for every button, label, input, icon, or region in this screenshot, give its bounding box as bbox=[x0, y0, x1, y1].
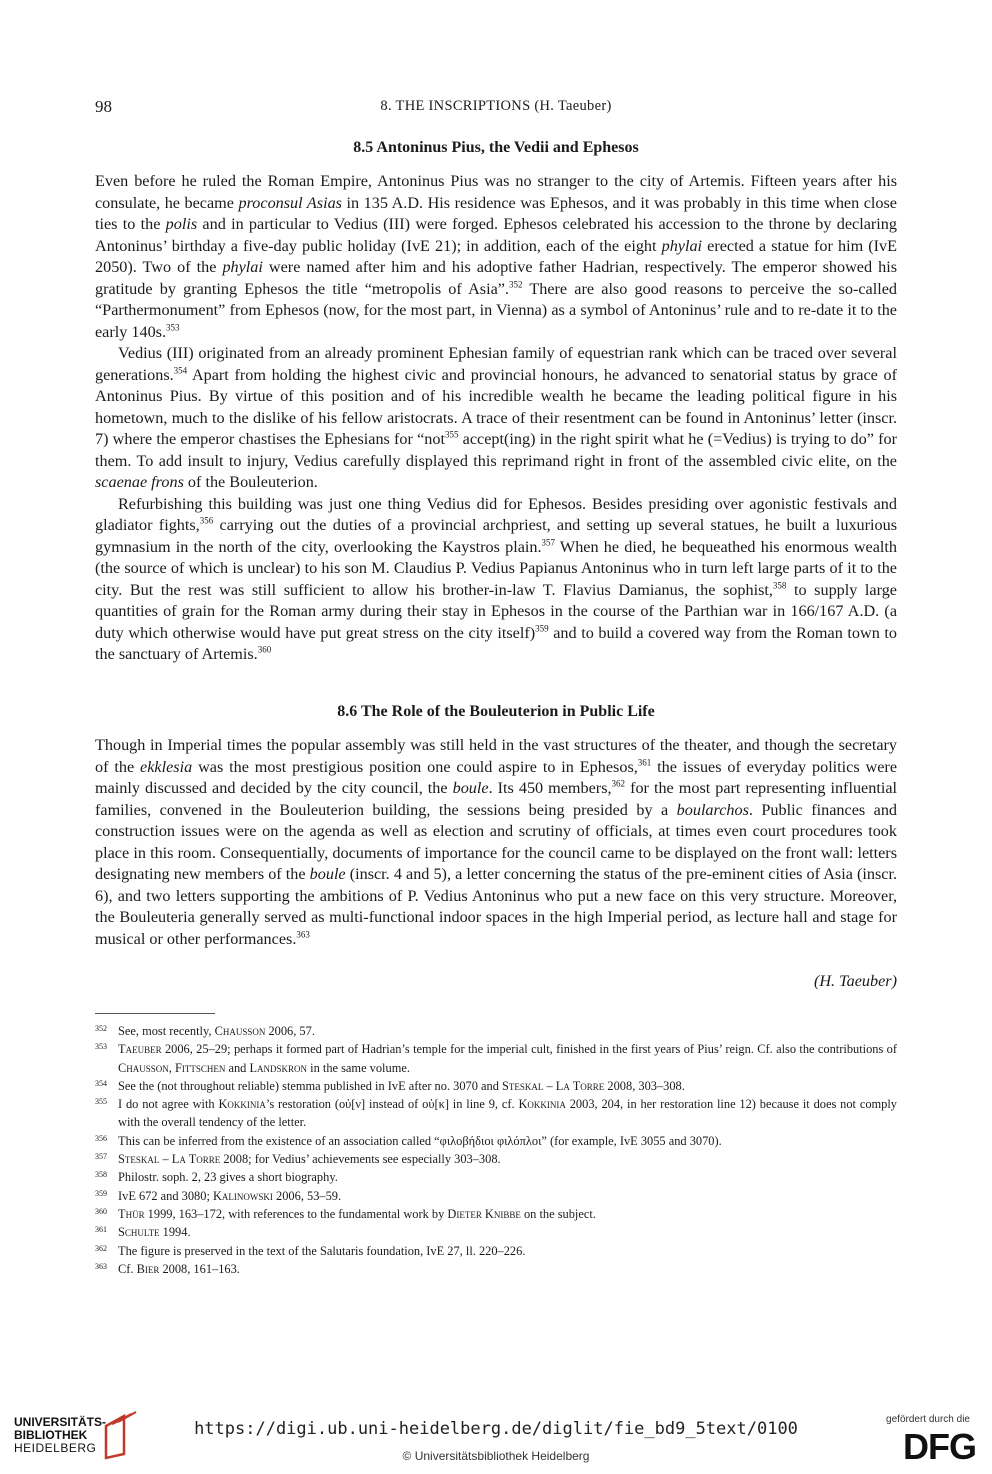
footnote-ref: 355 bbox=[444, 429, 459, 440]
footnote: 361 Schulte 1994. bbox=[95, 1225, 191, 1240]
dfg-logo: DFG bbox=[903, 1426, 976, 1467]
page-number: 98 bbox=[95, 97, 112, 116]
footnote-ref: 354 bbox=[173, 365, 188, 376]
footnote: 354 See the (not throughout reliable) stemma published in IvE after no. 3070 and Steskal – La Torre 2008, 303–308. bbox=[95, 1078, 685, 1093]
footnote-ref: 359 bbox=[535, 623, 549, 634]
section-body bbox=[95, 171, 897, 666]
paragraph: Vedius (III) originated from an already prominent Ephesian family of equestrian rank which can be traced over several generations.$^{354}$ Apart from holding the highest civic and provincial honours, he advanced to senatorial status by grace of Antoninus Pius. By virtue of this position and of his incredible wealth he became the leading political figure in his hometown, much to the dislike of his fellow aristocrats. A trace of their resentment can be found in Antoninus’ letter (inscr. 7) where the emperor chastises the Ephesians for “not$^{355}$ accept(ing) in the right spirit what he (=Vedius) is trying to do” for them. To add insult to injury, Vedius carefully displayed this reprimand right in front of the assembled civic elite, on the scaenae frons of the Bouleuterion. bbox=[95, 344, 897, 491]
footnote-divider bbox=[95, 1013, 215, 1014]
author-signature: (H. Taeuber) bbox=[813, 972, 897, 990]
paragraph: Even before he ruled the Roman Empire, Antoninus Pius was no stranger to the city of Artemis. Fifteen years after his consulate, he became proconsul Asias in 135 A.D. His residence was Ephesos, and it was probably in this time when close ties to the polis and in particular to Vedius (III) were forged. Ephesos celebrated his accession to the throne by declaring Antoninus’ birthday a five-day public holiday (IvE 21); in addition, each of the eight phylai erected a statue for him (IvE 2050). Two of the phylai were named after him and his adoptive father Hadrian, respectively. The emperor showed his gratitude by granting Ephesos the title “metropolis of Asia”.$^{352}$ There are also good reasons to perceive the so-called “Parthermonument” from Ephesos (now, for the most part, in Vienna) as a symbol of Antoninus’ rule and to re-date it to the early 140s.$^{353}$ bbox=[95, 172, 898, 341]
footnote: 356 This can be inferred from the existence of an association called “φιλοβήδιοι φιλόπλοι” (for example, IvE 3055 and 3070). bbox=[95, 1133, 722, 1148]
footnote: 359 IvE 672 and 3080; Kalinowski 2006, 53–59. bbox=[95, 1188, 342, 1203]
footnote: 360 Thür 1999, 163–172, with references to the fundamental work by Dieter Knibbe on the subject. bbox=[95, 1206, 596, 1221]
footnote-ref: 361 bbox=[637, 757, 652, 768]
footnote: 353 Taeuber 2006, 25–29; perhaps it formed part of Hadrian’s temple for the imperial cult, finished in the first years of Pius’ reign. Cf. also the contributions of Chausson, Fittschen and Landskron in the same volume. bbox=[95, 1042, 897, 1075]
footnote-ref: 360 bbox=[257, 644, 272, 655]
running-head: 8. THE INSCRIPTIONS (H. Taeuber) bbox=[380, 98, 612, 114]
footnote: 363 Cf. Bier 2008, 161–163. bbox=[95, 1261, 240, 1276]
footnote: 357 Steskal – La Torre 2008; for Vedius’ achievements see especially 303–308. bbox=[95, 1152, 501, 1167]
permalink-url[interactable]: https://digi.ub.uni-heidelberg.de/diglit/fie_bd9_5text/0100 bbox=[194, 1419, 798, 1439]
footnote: 355 I do not agree with Kokkinia’s restoration (οὐ[ν] instead of οὐ[κ] in line 9, cf. Kokkinia 2003, 204, in her restoration line 12) because it does not comply with the overall tendency of the letter. bbox=[95, 1097, 897, 1130]
footnote-ref: 352 bbox=[508, 279, 523, 290]
footnote-ref: 363 bbox=[296, 929, 310, 940]
footnotes bbox=[95, 1022, 897, 1278]
footnote: 352 See, most recently, Chausson 2006, 57. bbox=[95, 1024, 315, 1038]
funding-caption: gefördert durch die bbox=[886, 1414, 970, 1425]
section-heading: 8.5 Antoninus Pius, the Vedii and Ephesos bbox=[353, 139, 639, 156]
copyright-notice: © Universitätsbibliothek Heidelberg bbox=[402, 1449, 590, 1463]
section-body bbox=[95, 735, 897, 950]
footnote-ref: 357 bbox=[541, 537, 556, 548]
footnote: 362 The figure is preserved in the text of the Salutaris foundation, IvE 27, ll. 220–226. bbox=[95, 1243, 526, 1258]
footnote: 358 Philostr. soph. 2, 23 gives a short biography. bbox=[95, 1170, 338, 1185]
library-logo-text: UNIVERSITÄTS- BIBLIOTHEK HEIDELBERG bbox=[14, 1415, 107, 1455]
footnote-ref: 353 bbox=[166, 322, 180, 333]
footnote-ref: 356 bbox=[199, 515, 214, 526]
footnote-ref: 362 bbox=[611, 778, 626, 789]
viewer-footer bbox=[0, 1400, 992, 1474]
footnote-ref: 358 bbox=[772, 580, 787, 591]
paragraph: Refurbishing this building was just one thing Vedius did for Ephesos. Besides presiding over agonistic festivals and gladiator fights,$^{356}$ carrying out the duties of a provincial archpriest, and setting up several statues, he built a luxurious gymnasium in the north of the city, overlooking the Kaystros plain.$^{357}$ When he died, he bequeathed his enormous wealth (the source of which is unclear) to his son M. Claudius P. Vedius Papianus Antoninus who in turn left large parts of it to the city. But the rest was still sufficient to allow his brother-in-law T. Flavius Damianus, the sophist,$^{358}$ to supply large quantities of grain for the Roman army during their stay in Ephesos in the course of the Parthian war in 166/167 A.D. (a duty which otherwise would have put great stress on the city itself)$^{359}$ and to build a covered way from the Roman town to the sanctuary of Artemis.$^{360}$ bbox=[95, 494, 898, 663]
paragraph: Though in Imperial times the popular assembly was still held in the vast structures of the theater, and though the secretary of the ekklesia was the most prestigious position one could aspire to in Ephesos,$^{361}$ the issues of everyday politics were mainly discussed and decided by the city council, the boule. Its 450 members,$^{362}$ for the most part representing influential families, convened in the Bouleuterion building, the sessions being presided by a boularchos. Public finances and construction issues were on the agenda as well as election and scrutiny of officials, at times even court procedures took place in this room. Consequentially, documents of importance for the council came to be displayed on the front wall: letters designating new members of the boule (inscr. 4 and 5), a letter concerning the status of the pre-eminent cities of Asia (inscr. 6), and two letters supporting the ambitions of P. Vedius Antoninus who put a new face on this very structure. Moreover, the Bouleuteria generally served as multi-functional indoor spaces in the high Imperial period, as lecture hall and stage for musical or other performances.$^{363}$ bbox=[95, 736, 898, 948]
section-heading: 8.6 The Role of the Bouleuterion in Public Life bbox=[337, 703, 655, 720]
